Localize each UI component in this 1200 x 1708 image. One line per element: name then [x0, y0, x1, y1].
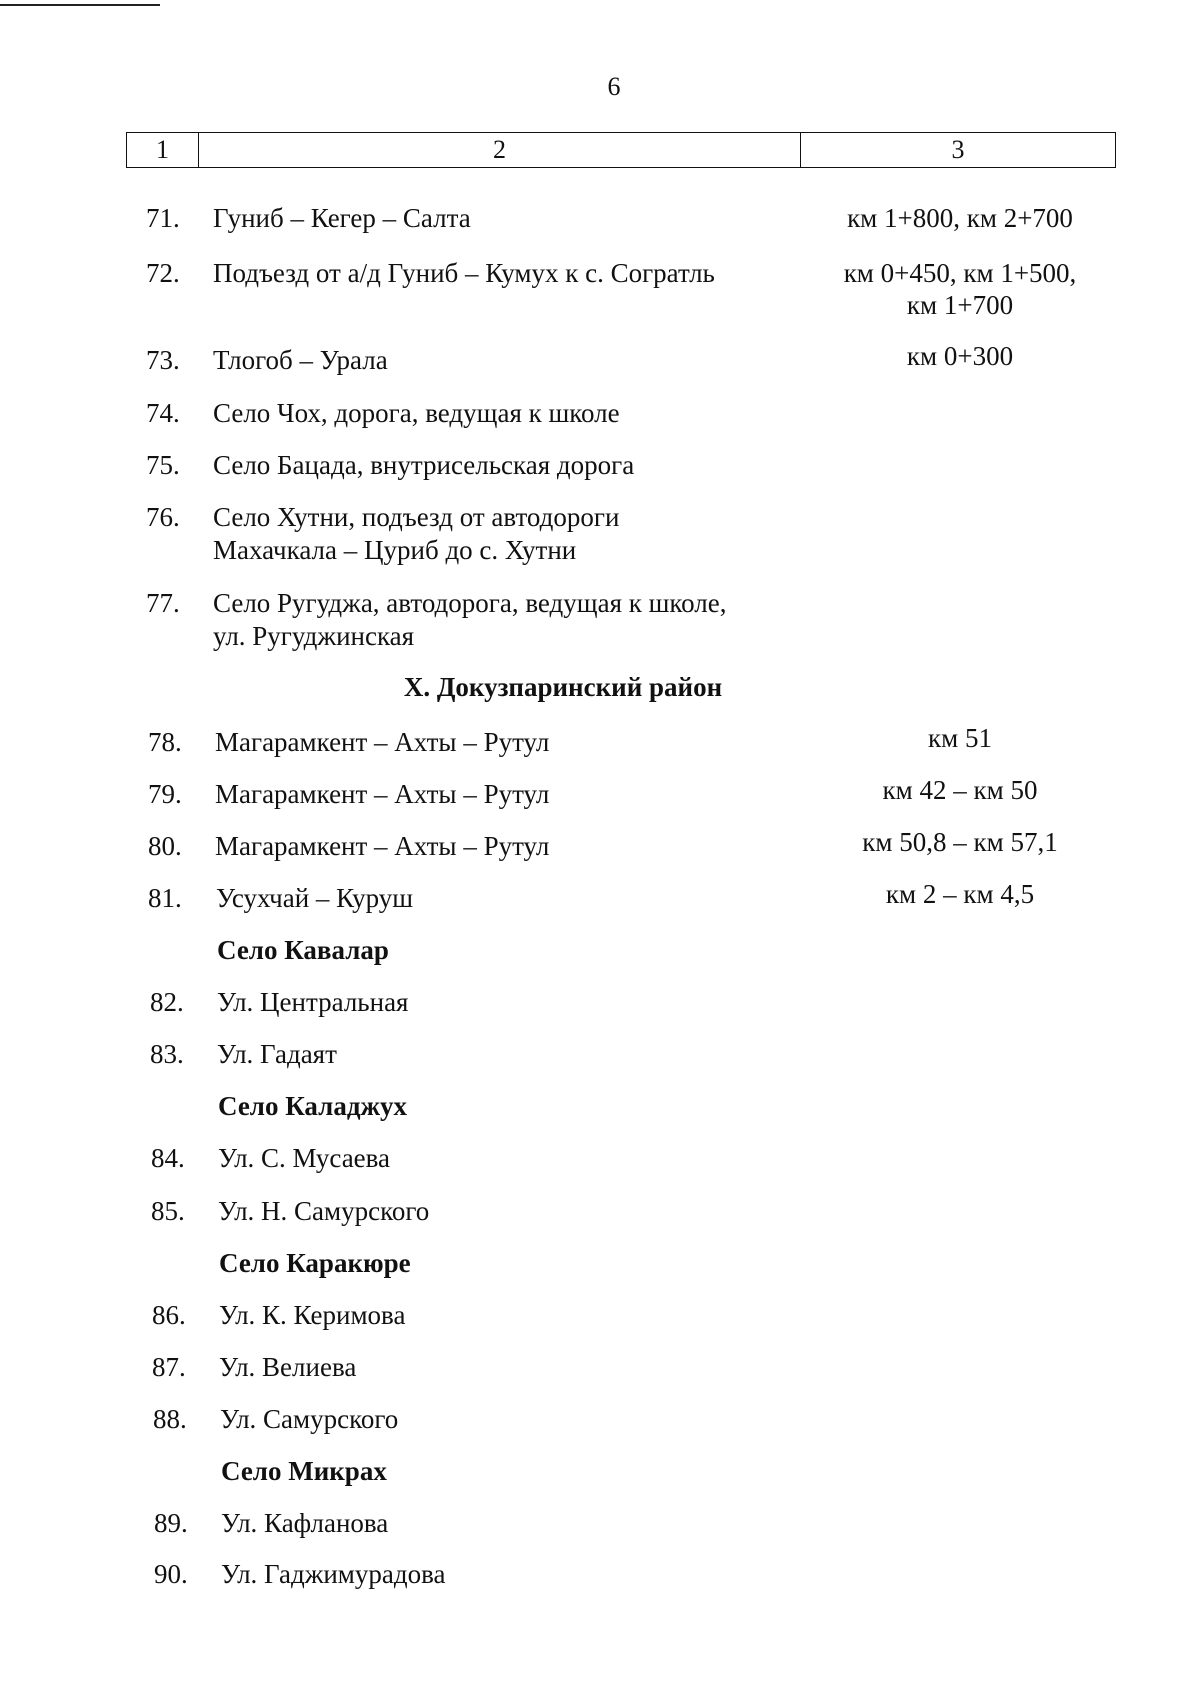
row-name: Усухчай – Куруш: [216, 883, 414, 913]
row-number: 87.: [152, 1352, 186, 1382]
subsection-mikrakh: Село Микрах: [221, 1456, 387, 1486]
row-number: 86.: [152, 1300, 186, 1330]
corner-rule: [0, 4, 160, 6]
row-name: Ул. Самурского: [220, 1404, 399, 1434]
section-district: X. Докузпаринский район: [403, 672, 723, 702]
row-number: 85.: [151, 1196, 185, 1226]
row-number: 76.: [146, 502, 180, 532]
row-km: км 50,8 – км 57,1: [862, 827, 1058, 857]
row-number: 81.: [148, 883, 182, 913]
row-name: Магарамкент – Ахты – Рутул: [215, 779, 550, 809]
column-header-2: 2: [199, 133, 801, 167]
row-km: км 2 – км 4,5: [885, 879, 1035, 909]
row-name: Гуниб – Кегер – Салта: [213, 203, 471, 233]
row-number: 90.: [154, 1559, 188, 1589]
row-number: 77.: [146, 588, 180, 618]
row-number: 82.: [150, 987, 184, 1017]
row-km: км 1+800, км 2+700: [847, 203, 1073, 233]
row-number: 72.: [146, 258, 180, 288]
page-number: 6: [607, 72, 621, 101]
row-name: Ул. К. Керимова: [219, 1300, 406, 1330]
row-name-line1: Село Хутни, подъезд от автодороги: [213, 502, 620, 532]
row-number: 88.: [153, 1404, 187, 1434]
row-name: Село Бацада, внутрисельская дорога: [213, 450, 635, 480]
row-name: Ул. Н. Самурского: [218, 1196, 430, 1226]
row-name: Ул. Велиева: [219, 1352, 357, 1382]
row-name-line2: ул. Ругуджинская: [213, 621, 415, 651]
row-number: 73.: [146, 345, 180, 375]
row-km: км 42 – км 50: [882, 775, 1038, 805]
row-km-line2: км 1+700: [906, 290, 1014, 320]
row-name: Подъезд от а/д Гуниб – Кумух к с. Согратль: [213, 258, 715, 288]
column-header-3: 3: [951, 135, 965, 164]
row-name: Тлогоб – Урала: [213, 345, 388, 375]
row-name: Ул. Гаджимурадова: [221, 1559, 446, 1589]
row-number: 80.: [148, 831, 182, 861]
row-number: 71.: [146, 203, 180, 233]
row-name-line1: Село Ругуджа, автодорога, ведущая к школе,: [213, 588, 727, 618]
row-number: 83.: [150, 1039, 184, 1069]
row-name: Магарамкент – Ахты – Рутул: [215, 727, 550, 757]
row-km: км 0+300: [906, 341, 1014, 371]
subsection-kaladzhukh: Село Каладжух: [218, 1091, 408, 1121]
subsection-kavalar: Село Кавалар: [217, 935, 389, 965]
row-number: 89.: [154, 1508, 188, 1538]
column-header-1: 1: [127, 133, 199, 167]
row-name: Ул. Центральная: [217, 987, 409, 1017]
row-number: 84.: [151, 1143, 185, 1173]
row-number: 75.: [146, 450, 180, 480]
row-name: Село Чох, дорога, ведущая к школе: [213, 398, 620, 428]
row-km: км 51: [928, 723, 992, 753]
row-name: Ул. Кафланова: [221, 1508, 389, 1538]
row-number: 78.: [148, 727, 182, 757]
row-name: Ул. С. Мусаева: [218, 1143, 391, 1173]
row-km-line1: км 0+450, км 1+500,: [843, 258, 1077, 288]
row-name-line2: Махачкала – Цуриб до с. Хутни: [213, 535, 577, 565]
row-name: Ул. Гадаят: [217, 1039, 337, 1069]
row-name: Магарамкент – Ахты – Рутул: [215, 831, 550, 861]
row-number: 74.: [146, 398, 180, 428]
column-header-table: [126, 132, 1116, 168]
row-number: 79.: [148, 779, 182, 809]
subsection-karakyure: Село Каракюре: [219, 1248, 411, 1278]
